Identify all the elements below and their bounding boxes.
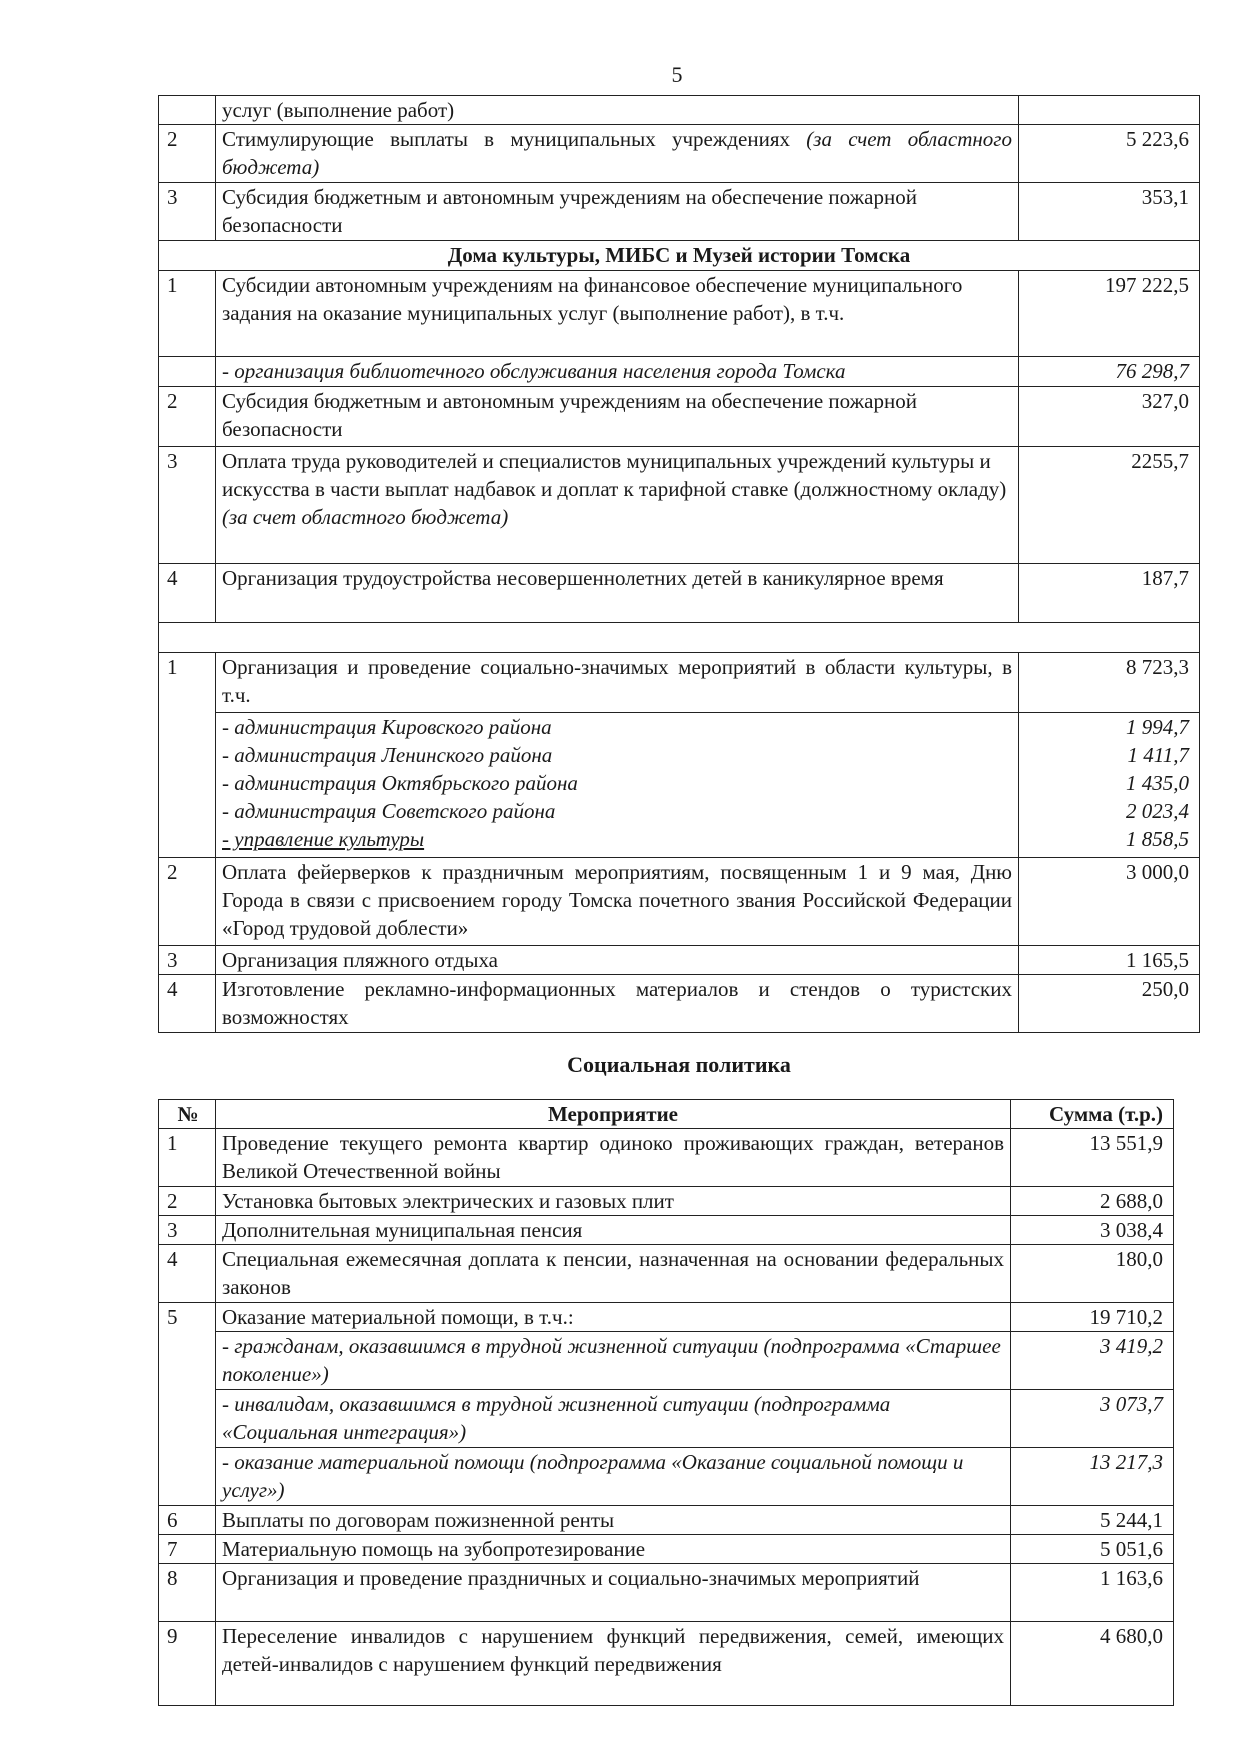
row-value: 180,0 xyxy=(1011,1245,1174,1303)
row-number: 8 xyxy=(159,1564,216,1622)
row-number: 7 xyxy=(159,1535,216,1564)
row-sub-descriptions xyxy=(216,713,1019,858)
row-value: 19 710,2 xyxy=(1011,1303,1174,1332)
row-description: Субсидия бюджетным и автономным учреждениям на обеспечение пожарной безопасности xyxy=(216,387,1019,447)
row-description: Дополнительная муниципальная пенсия xyxy=(216,1216,1011,1245)
row-number xyxy=(159,96,216,125)
table-row xyxy=(159,858,1200,946)
table-header-row xyxy=(159,1100,1174,1129)
row-number: 4 xyxy=(159,1245,216,1303)
row-value: 3 419,2 xyxy=(1011,1332,1174,1390)
row-description: Субсидии автономным учреждениям на финансовое обеспечение муниципального задания на оказание муниципальных услуг (выполнение работ), в т.ч. xyxy=(216,271,1019,357)
row-value: 1 165,5 xyxy=(1019,946,1200,975)
section-header-row xyxy=(159,623,1200,653)
row-description: Проведение текущего ремонта квартир одиноко проживающих граждан, ветеранов Великой Отечественной войны xyxy=(216,1129,1011,1187)
table-row xyxy=(159,1622,1174,1706)
sub-item: - администрация Кировского района xyxy=(222,715,552,739)
row-value: 327,0 xyxy=(1019,387,1200,447)
sub-item: - администрация Октябрьского района xyxy=(222,771,578,795)
social-policy-table xyxy=(158,1099,1174,1706)
table-row-subitem xyxy=(159,1390,1174,1448)
row-value: 5 244,1 xyxy=(1011,1506,1174,1535)
row-description: Организация трудоустройства несовершеннолетних детей в каникулярное время xyxy=(216,564,1019,623)
row-value: 5 051,6 xyxy=(1011,1535,1174,1564)
row-description: Субсидия бюджетным и автономным учреждениям на обеспечение пожарной безопасности xyxy=(216,183,1019,241)
row-description: Изготовление рекламно-информационных материалов и стендов о туристских возможностях xyxy=(216,975,1019,1033)
sub-value: 2 023,4 xyxy=(1126,799,1189,823)
row-description: Стимулирующие выплаты в муниципальных учреждениях (за счет областного бюджета) xyxy=(216,125,1019,183)
table-row xyxy=(159,564,1200,623)
row-number: 9 xyxy=(159,1622,216,1706)
row-number: 2 xyxy=(159,858,216,946)
section-heading-social-policy: Социальная политика xyxy=(567,1052,791,1077)
table-row xyxy=(159,1216,1174,1245)
sub-item: - управление культуры xyxy=(222,827,425,851)
table-row-subitem xyxy=(159,1332,1174,1390)
column-header-sum: Сумма (т.р.) xyxy=(1011,1100,1174,1129)
row-number: 5 xyxy=(159,1303,216,1506)
row-description: - гражданам, оказавшимся в трудной жизненной ситуации (подпрограмма «Старшее поколение») xyxy=(216,1332,1011,1390)
table-row-subitem xyxy=(159,1448,1174,1506)
table-row xyxy=(159,183,1200,241)
row-description: - инвалидам, оказавшимся в трудной жизненной ситуации (подпрограмма «Социальная интеграция») xyxy=(216,1390,1011,1448)
sub-value: 1 994,7 xyxy=(1126,715,1189,739)
row-number: 2 xyxy=(159,125,216,183)
table-row xyxy=(159,1187,1174,1216)
row-value: 3 073,7 xyxy=(1011,1390,1174,1448)
row-number: 3 xyxy=(159,447,216,564)
row-value: 8 723,3 xyxy=(1019,653,1200,713)
row-description: Специальная ежемесячная доплата к пенсии, назначенная на основании федеральных законов xyxy=(216,1245,1011,1303)
row-value: 3 000,0 xyxy=(1019,858,1200,946)
row-value xyxy=(1019,96,1200,125)
row-value: 2 688,0 xyxy=(1011,1187,1174,1216)
table-row xyxy=(159,653,1200,713)
row-number: 4 xyxy=(159,564,216,623)
row-number: 1 xyxy=(159,653,216,858)
page-number: 5 xyxy=(671,62,683,87)
row-value: 353,1 xyxy=(1019,183,1200,241)
row-number: 3 xyxy=(159,946,216,975)
row-number: 2 xyxy=(159,1187,216,1216)
row-description: Оказание материальной помощи, в т.ч.: xyxy=(216,1303,1011,1332)
row-value: 13 551,9 xyxy=(1011,1129,1174,1187)
row-description: - оказание материальной помощи (подпрограмма «Оказание социальной помощи и услуг») xyxy=(216,1448,1011,1506)
section-title xyxy=(159,623,1200,653)
section-title: Дома культуры, МИБС и Музей истории Томска xyxy=(159,241,1200,271)
row-value: 197 222,5 xyxy=(1019,271,1200,357)
row-number: 1 xyxy=(159,271,216,357)
row-value: 4 680,0 xyxy=(1011,1622,1174,1706)
column-header-number: № xyxy=(159,1100,216,1129)
culture-budget-table xyxy=(158,95,1200,1033)
table-row xyxy=(159,1303,1174,1332)
row-description: услуг (выполнение работ) xyxy=(216,96,1019,125)
row-value: 76 298,7 xyxy=(1019,357,1200,387)
row-sub-values xyxy=(1019,713,1200,858)
row-description: Установка бытовых электрических и газовых плит xyxy=(216,1187,1011,1216)
sub-value: 1 435,0 xyxy=(1126,771,1189,795)
row-number xyxy=(159,357,216,387)
sub-value: 1 411,7 xyxy=(1127,743,1189,767)
table-row xyxy=(159,975,1200,1033)
row-number: 3 xyxy=(159,183,216,241)
table-row xyxy=(159,271,1200,357)
table-row xyxy=(159,357,1200,387)
row-description: Организация и проведение праздничных и социально-значимых мероприятий xyxy=(216,1564,1011,1622)
table-row-subitems xyxy=(159,713,1200,858)
row-value: 3 038,4 xyxy=(1011,1216,1174,1245)
table-row xyxy=(159,1564,1174,1622)
row-number: 1 xyxy=(159,1129,216,1187)
row-description: Организация и проведение социально-значимых мероприятий в области культуры, в т.ч. xyxy=(216,653,1019,713)
row-description: Оплата фейерверков к праздничным мероприятиям, посвященным 1 и 9 мая, Дню Города в связи с присвоением городу Томска почетного звания Российской Федерации «Город трудовой доблести» xyxy=(216,858,1019,946)
column-header-event: Мероприятие xyxy=(216,1100,1011,1129)
row-number: 6 xyxy=(159,1506,216,1535)
row-value: 250,0 xyxy=(1019,975,1200,1033)
row-value: 187,7 xyxy=(1019,564,1200,623)
table-row xyxy=(159,1129,1174,1187)
row-value: 1 163,6 xyxy=(1011,1564,1174,1622)
row-value: 5 223,6 xyxy=(1019,125,1200,183)
row-value: 2255,7 xyxy=(1019,447,1200,564)
table-row xyxy=(159,1245,1174,1303)
sub-item: - администрация Ленинского района xyxy=(222,743,553,767)
row-number: 4 xyxy=(159,975,216,1033)
row-number: 2 xyxy=(159,387,216,447)
row-description: Оплата труда руководителей и специалистов муниципальных учреждений культуры и искусства в части выплат надбавок и доплат к тарифной ставке (должностному окладу) (за счет областного бюджета) xyxy=(216,447,1019,564)
table-row xyxy=(159,387,1200,447)
row-description: Выплаты по договорам пожизненной ренты xyxy=(216,1506,1011,1535)
table-row xyxy=(159,946,1200,975)
row-description: Переселение инвалидов с нарушением функций передвижения, семей, имеющих детей-инвалидов с нарушением функций передвижения xyxy=(216,1622,1011,1706)
table-row xyxy=(159,125,1200,183)
section-header-row xyxy=(159,241,1200,271)
row-description: - организация библиотечного обслуживания населения города Томска xyxy=(216,357,1019,387)
sub-item: - администрация Советского района xyxy=(222,799,556,823)
table-row xyxy=(159,96,1200,125)
table-row xyxy=(159,447,1200,564)
table-row xyxy=(159,1535,1174,1564)
row-number: 3 xyxy=(159,1216,216,1245)
row-description: Организация пляжного отдыха xyxy=(216,946,1019,975)
table-row xyxy=(159,1506,1174,1535)
row-value: 13 217,3 xyxy=(1011,1448,1174,1506)
row-description: Материальную помощь на зубопротезирование xyxy=(216,1535,1011,1564)
sub-value: 1 858,5 xyxy=(1126,827,1189,851)
